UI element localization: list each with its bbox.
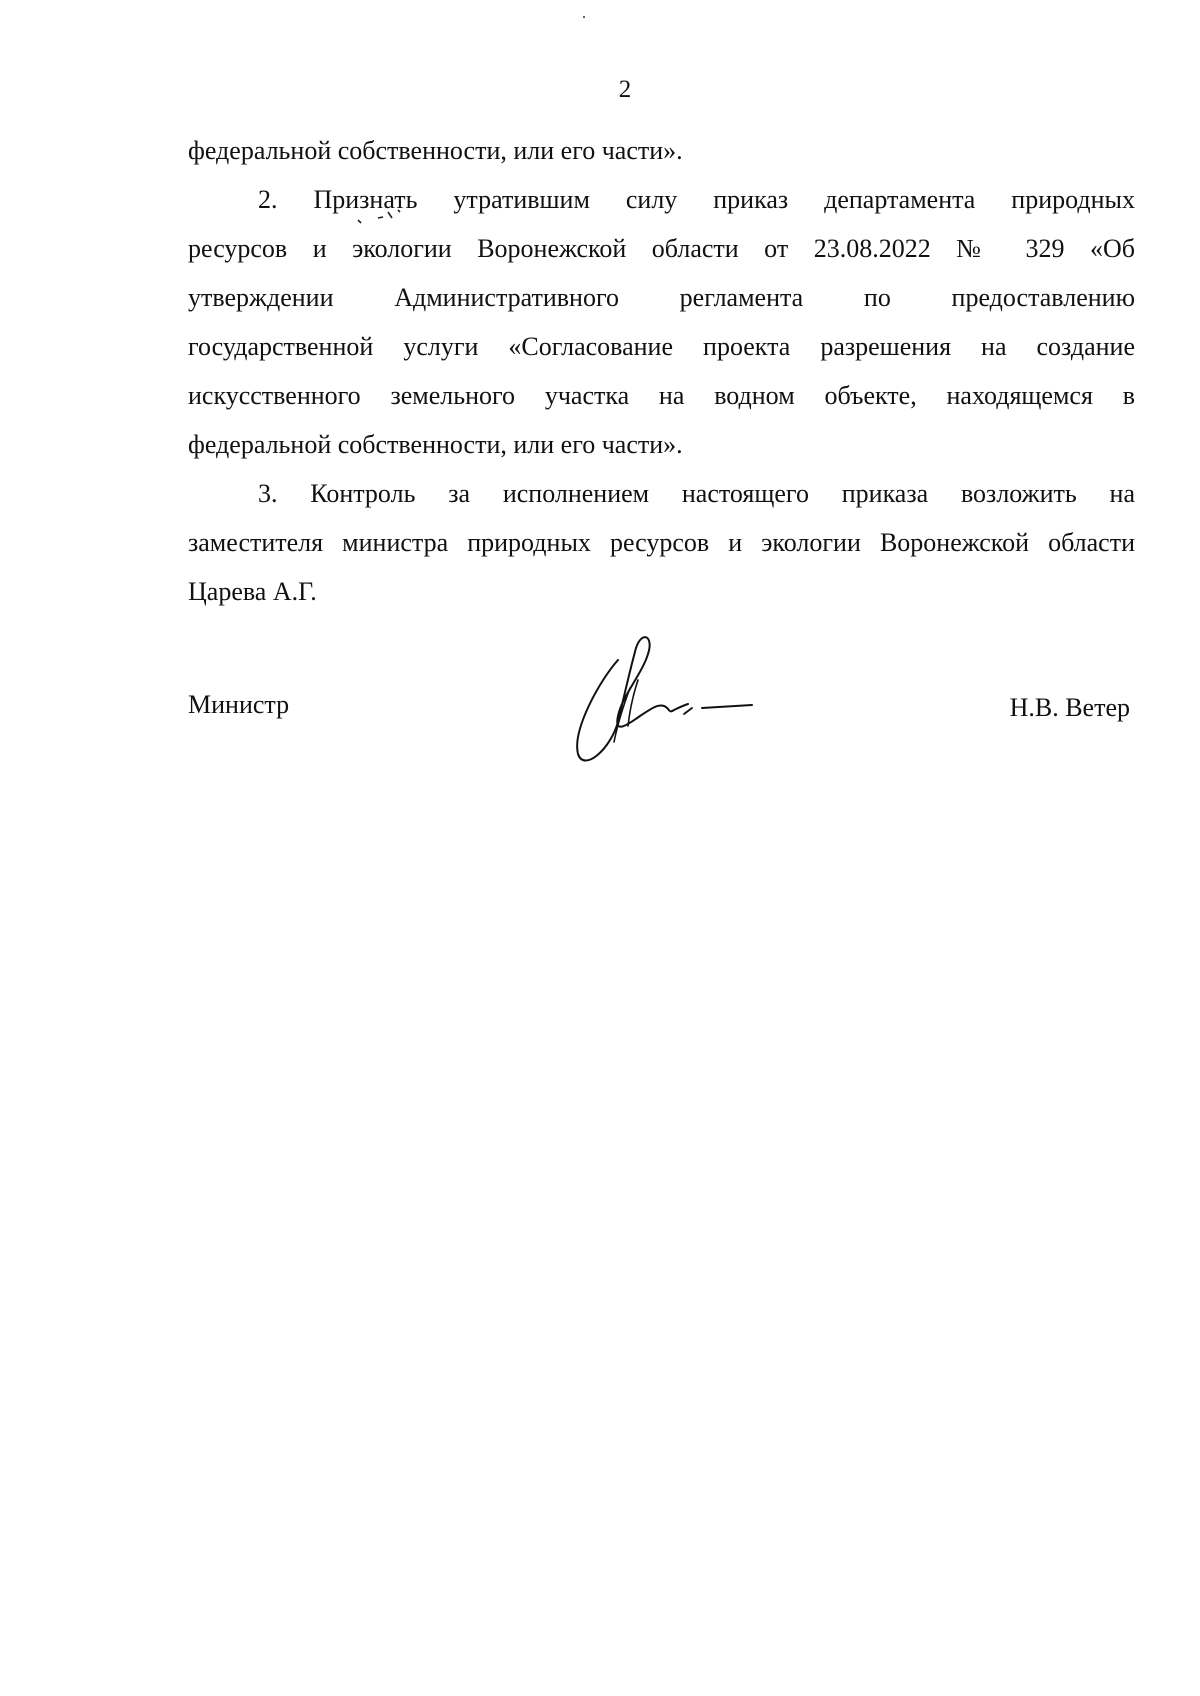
text-line: искусственного земельного участка на водном объекте, находящемся в — [188, 381, 1135, 410]
text-line: государственной услуги «Согласование проекта разрешения на создание — [188, 332, 1135, 361]
page-number: 2 — [618, 76, 632, 103]
text-line: утверждении Административного регламента по предоставлению — [188, 283, 1135, 312]
pen-marks — [350, 206, 440, 228]
text-line: 2. Признать утратившим силу приказ департамента природных — [258, 185, 1135, 214]
scan-speck — [583, 16, 585, 18]
text-line: 3. Контроль за исполнением настоящего приказа возложить на — [258, 479, 1135, 508]
paragraph-item-2 — [188, 175, 1135, 469]
handwritten-signature — [560, 630, 760, 770]
text-line: федеральной собственности, или его части». — [188, 430, 683, 459]
continuation-line — [188, 126, 1135, 175]
text-line: федеральной собственности, или его части». — [188, 136, 683, 165]
text-line: Царева А.Г. — [188, 577, 317, 606]
text-line: ресурсов и экологии Воронежской области от 23.08.2022 № 329 «Об — [188, 234, 1135, 263]
text-line: заместителя министра природных ресурсов и экологии Воронежской области — [188, 528, 1135, 557]
paragraph-item-3 — [188, 469, 1135, 616]
signatory-name: Н.В. Ветер — [1009, 693, 1130, 722]
signatory-position: Министр — [188, 690, 290, 719]
